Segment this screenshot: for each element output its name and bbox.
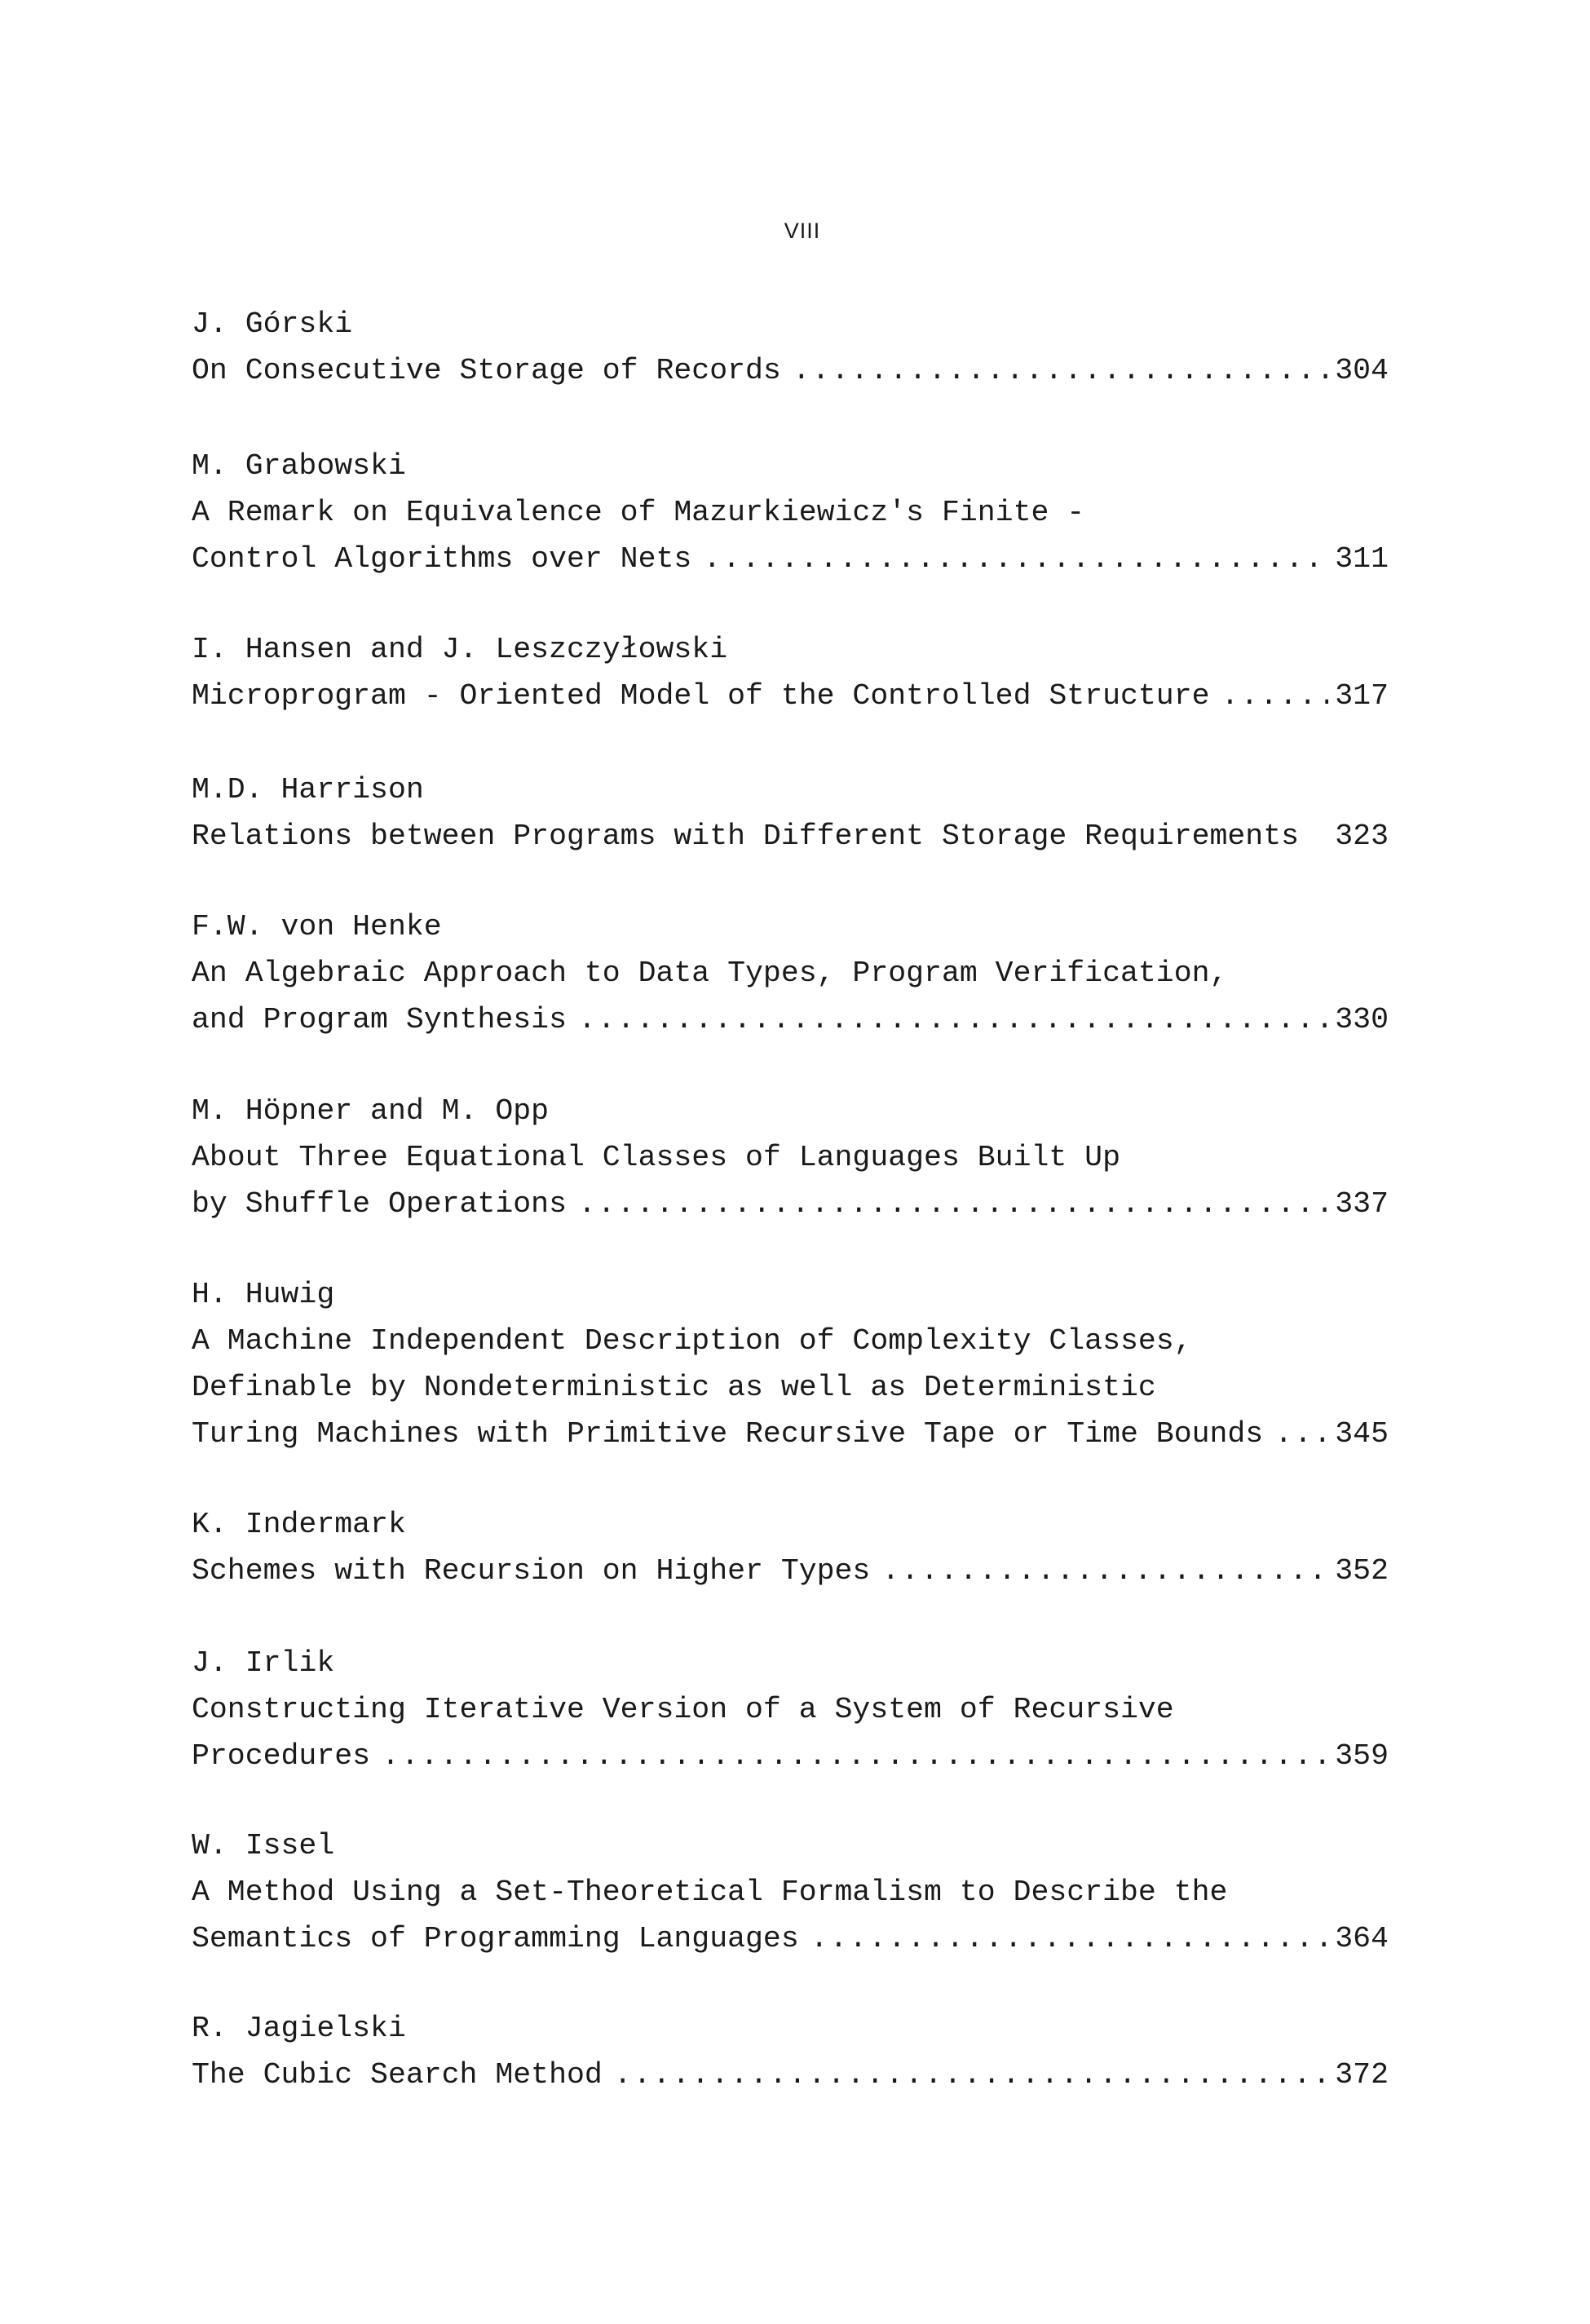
dot-leader xyxy=(382,1733,1328,1779)
entry-author: W. Issel xyxy=(192,1829,335,1862)
entry-title-line: Procedures xyxy=(192,1739,371,1773)
entry-page-number: 352 xyxy=(1335,1554,1389,1588)
entry-page-number: 304 xyxy=(1335,354,1389,387)
toc-entry xyxy=(192,301,1389,394)
toc-entry xyxy=(192,1271,1389,1457)
toc-entry xyxy=(192,2005,1389,2098)
entry-title-line: On Consecutive Storage of Records xyxy=(192,354,781,387)
entry-title-line: A Remark on Equivalence of Mazurkiewicz's Finite - xyxy=(192,496,1085,529)
dot-leader xyxy=(1299,813,1330,859)
entry-title-line: Control Algorithms over Nets xyxy=(192,542,692,576)
entry-title-line: Semantics of Programming Languages xyxy=(192,1922,799,1955)
toc-entry xyxy=(192,1640,1389,1779)
entry-page-number: 364 xyxy=(1335,1922,1389,1955)
entry-title-line: by Shuffle Operations xyxy=(192,1187,567,1221)
dot-leader xyxy=(793,347,1328,394)
entry-page-number: 372 xyxy=(1335,2058,1389,2092)
toc-entry xyxy=(192,443,1389,582)
toc-entry xyxy=(192,1088,1389,1227)
dot-leader xyxy=(1221,673,1329,719)
entry-author: I. Hansen and J. Leszczyłowski xyxy=(192,633,728,666)
entry-title-line: Relations between Programs with Different Storage Requirements xyxy=(192,820,1300,853)
toc-entry xyxy=(192,626,1389,719)
dot-leader xyxy=(578,1181,1328,1227)
entry-author: M.D. Harrison xyxy=(192,773,424,806)
entry-title-line: Definable by Nondeterministic as well as Deterministic xyxy=(192,1371,1156,1404)
entry-author: M. Grabowski xyxy=(192,449,406,483)
entry-title-line: Microprogram - Oriented Model of the Controlled Structure xyxy=(192,679,1210,713)
dot-leader xyxy=(881,1548,1328,1594)
entry-author: M. Höpner and M. Opp xyxy=(192,1094,550,1128)
dot-leader xyxy=(614,2052,1328,2098)
page-number-folio: VIII xyxy=(784,219,821,243)
entry-page-number: 337 xyxy=(1335,1187,1389,1221)
entry-page-number: 311 xyxy=(1335,542,1389,576)
entry-author: J. Irlik xyxy=(192,1646,335,1680)
entry-title-line: Schemes with Recursion on Higher Types xyxy=(192,1554,871,1588)
dot-leader xyxy=(578,996,1328,1043)
entry-page-number: 323 xyxy=(1335,820,1389,853)
entry-author: J. Górski xyxy=(192,307,353,341)
entry-page-number: 330 xyxy=(1335,1003,1389,1036)
entry-title-line: and Program Synthesis xyxy=(192,1003,567,1036)
entry-author: F.W. von Henke xyxy=(192,910,442,943)
entry-title-line: About Three Equational Classes of Languages Built Up xyxy=(192,1141,1120,1174)
toc-entry xyxy=(192,1501,1389,1594)
entry-author: K. Indermark xyxy=(192,1508,406,1541)
entry-title-line: Turing Machines with Primitive Recursive Tape or Time Bounds xyxy=(192,1417,1264,1451)
entry-page-number: 317 xyxy=(1335,679,1389,713)
entry-page-number: 345 xyxy=(1335,1417,1389,1451)
toc-entry xyxy=(192,904,1389,1043)
entry-author: R. Jagielski xyxy=(192,2012,406,2045)
entry-title-line: A Method Using a Set-Theoretical Formalism to Describe the xyxy=(192,1876,1228,1909)
dot-leader xyxy=(810,1915,1329,1962)
entry-title-line: The Cubic Search Method xyxy=(192,2058,603,2092)
toc-entry xyxy=(192,767,1389,859)
toc-entry xyxy=(192,1823,1389,1962)
entry-title-line: A Machine Independent Description of Complexity Classes, xyxy=(192,1324,1192,1358)
entry-page-number: 359 xyxy=(1335,1739,1389,1773)
entry-title-line: An Algebraic Approach to Data Types, Program Verification, xyxy=(192,957,1228,990)
dot-leader xyxy=(1274,1411,1328,1457)
dot-leader xyxy=(703,536,1328,582)
entry-author: H. Huwig xyxy=(192,1278,335,1311)
entry-title-line: Constructing Iterative Version of a System of Recursive xyxy=(192,1693,1174,1726)
